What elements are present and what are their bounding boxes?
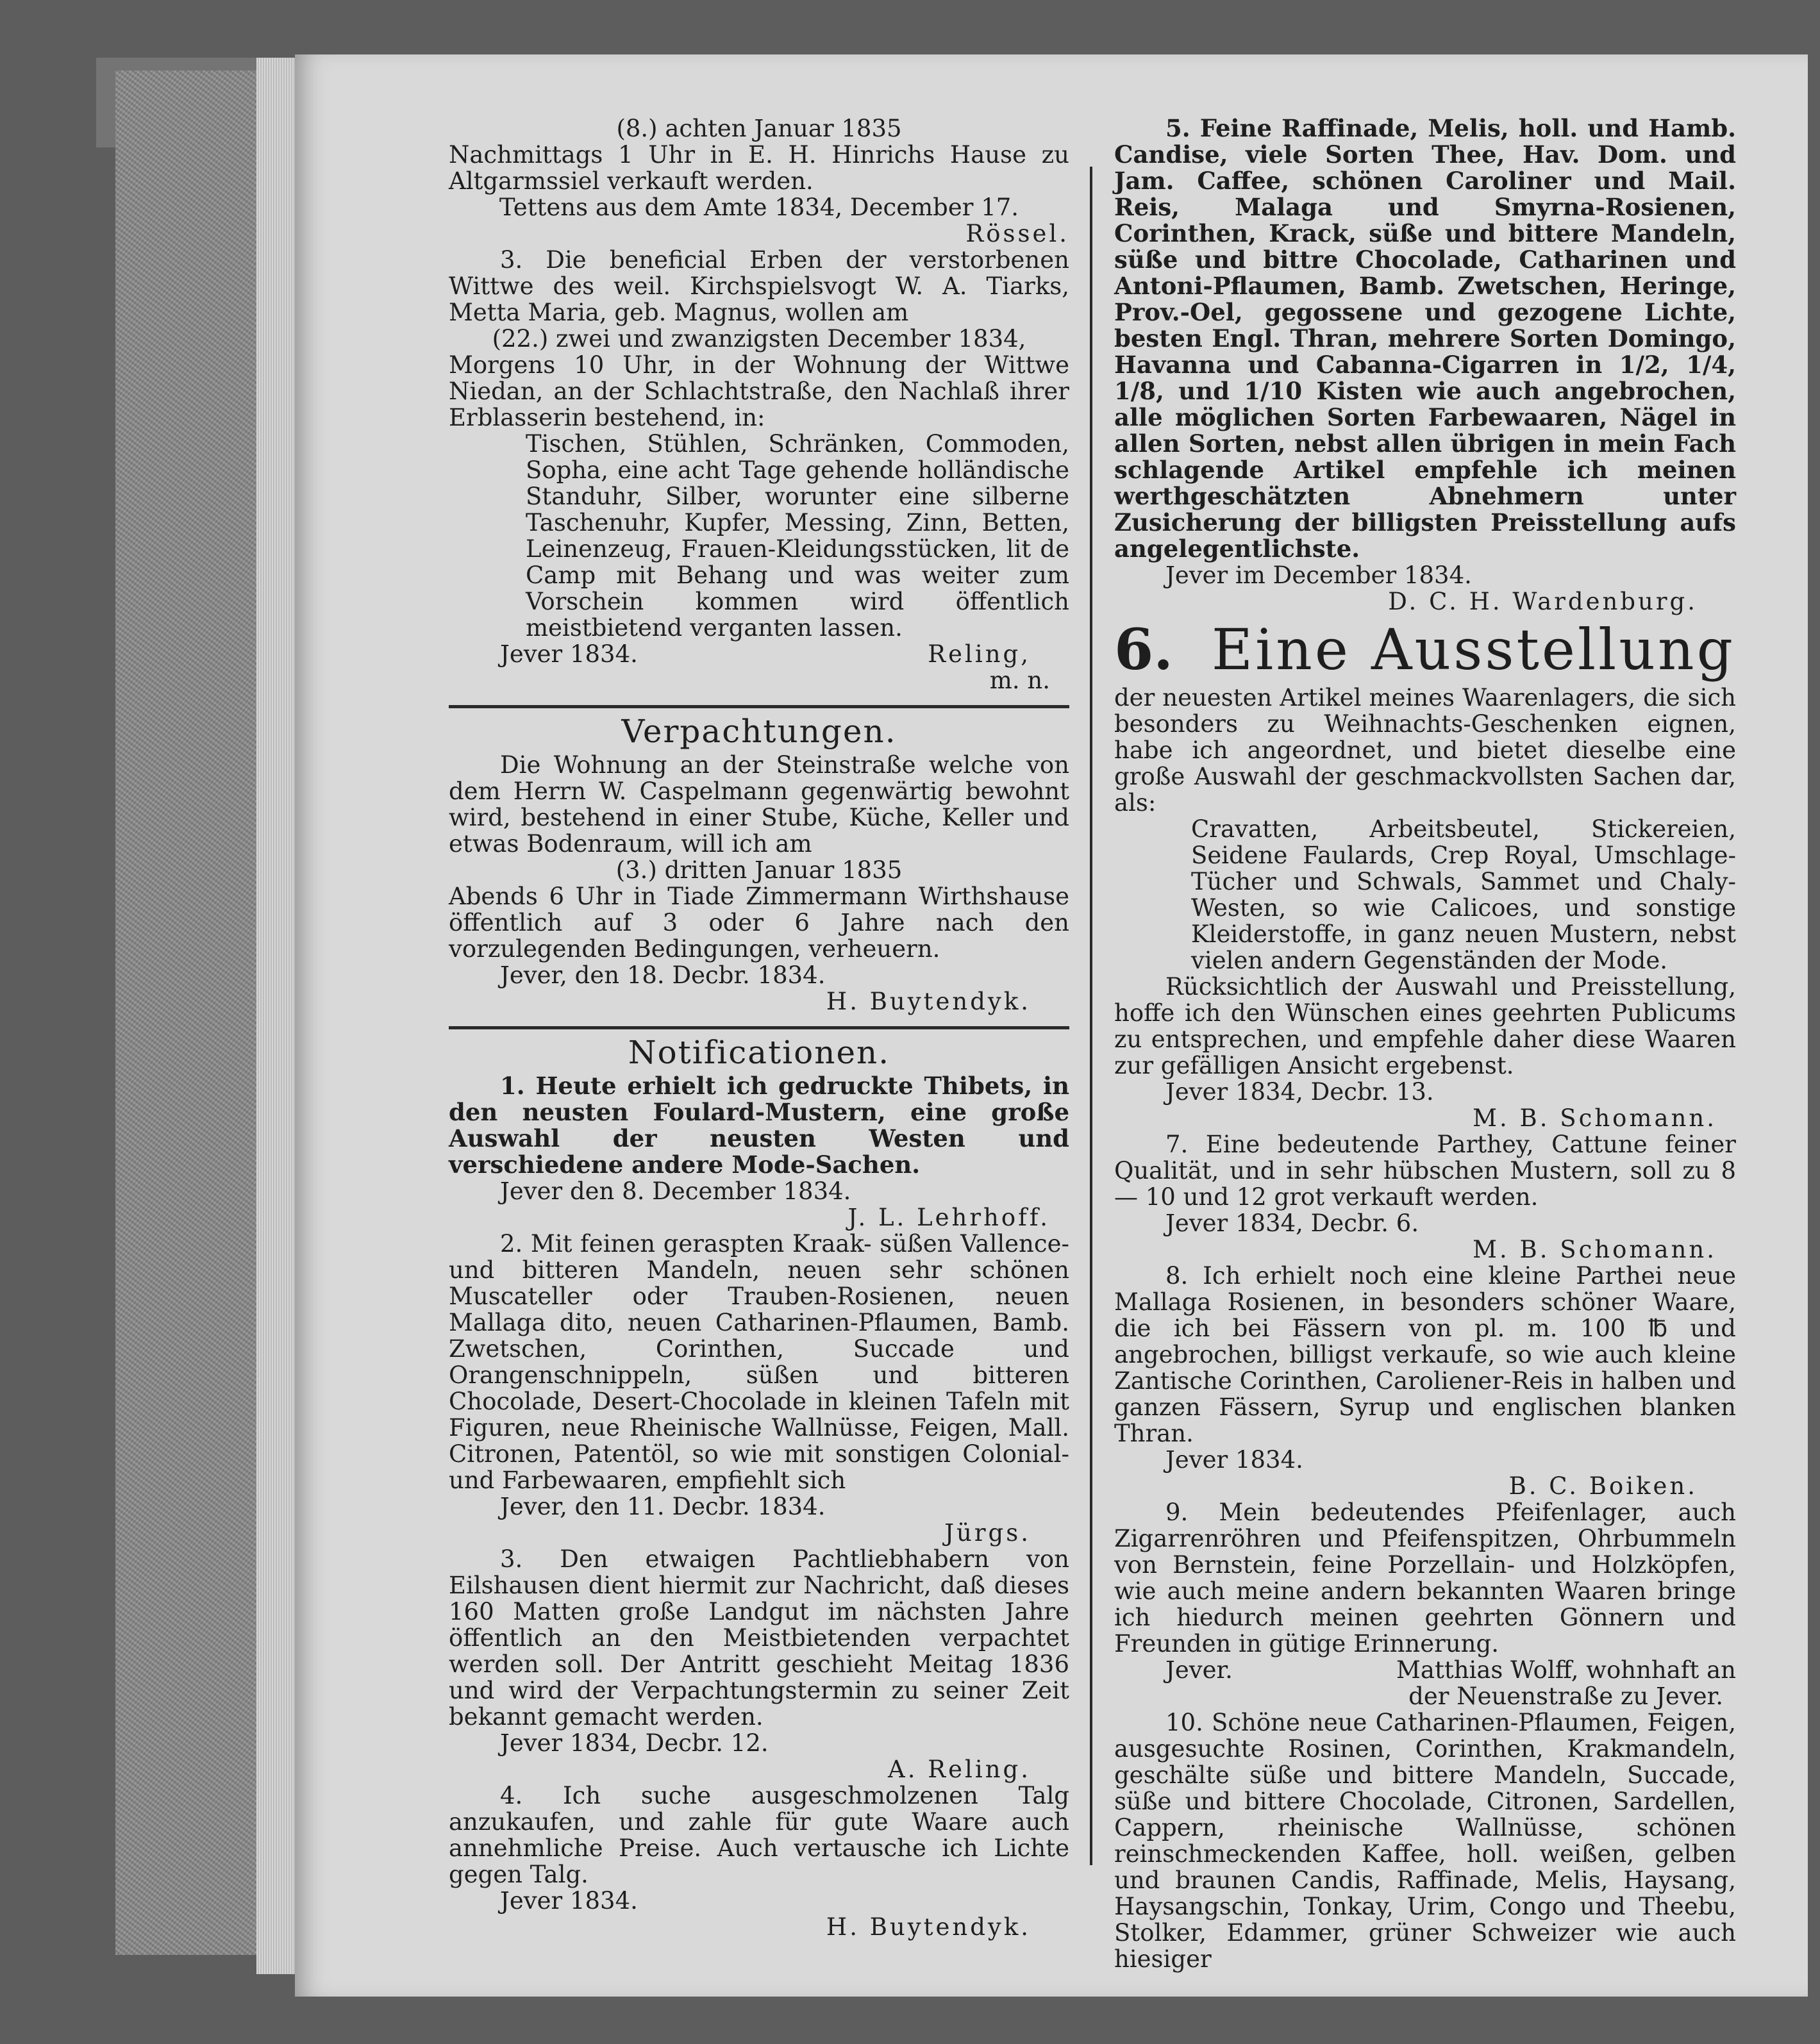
notice-item-list: Cravatten, Arbeitsbeutel, Stickereien, Seidene Faulards, Crep Royal, Umschlage-Tücher und Schwals, Sammet und Chaly-Westen, so wie Calicoes, und sonstige Kleiderstoffe, in ganz neuen Mustern, nebst vielen andern Gegenständen der Mode.: [1191, 815, 1736, 974]
notice-signature: Rössel.: [965, 220, 1069, 247]
notice-text: 1. Heute erhielt ich gedruckte Thibets, in den neusten Foulard-Mustern, eine große Auswahl der neusten Westen und verschiedene andere Mode-Sachen.: [449, 1072, 1069, 1179]
notice-text: 3. Die beneficial Erben der verstorbenen Wittwe des weil. Kirchspielsvogt W. A. Tiarks, Metta Maria, geb. Magnus, wollen am: [449, 246, 1069, 326]
notice-date: (3.) dritten Januar 1835: [615, 856, 903, 884]
notice-signature: H. Buytendyk.: [826, 1913, 1031, 1941]
notice-place-date: Jever 1834, Decbr. 6.: [1165, 1209, 1419, 1237]
notice-signature: D. C. H. Wardenburg.: [1388, 588, 1698, 615]
notice-signature: Matthias Wolff, wohnhaft an: [1396, 1656, 1736, 1684]
notice-place-date: Jever den 8. December 1834.: [500, 1177, 851, 1205]
section-rule: [449, 1026, 1069, 1029]
notice-date: (8.) achten Januar 1835: [616, 115, 902, 142]
notice-text: der neuesten Artikel meines Waarenlagers, die sich besonders zu Weihnachts-Geschenken eignen, habe ich angeordnet, und bietet dieselbe eine große Auswahl der geschmackvollsten Sachen dar, als:: [1114, 684, 1736, 817]
notice-signature: Reling,: [928, 640, 1031, 668]
notice-place-date: Jever 1834, Decbr. 12.: [500, 1729, 769, 1757]
notice-signature: M. B. Schomann.: [1473, 1104, 1717, 1132]
left-column: [449, 115, 1069, 1940]
column-divider: [1090, 167, 1092, 1865]
notice-place-date: Jever, den 18. Decbr. 1834.: [500, 961, 826, 989]
notice-text: 3. Den etwaigen Pachtliebhabern von Eilshausen dient hiermit zur Nachricht, daß dieses 160 Matten große Landgut im nächsten Jahre öffentlich an den Meistbietenden verpachtet werden soll. Der Antritt geschieht Meitag 1836 und wird der Verpachtungstermin zu seiner Zeit bekannt gemacht werden.: [449, 1545, 1069, 1731]
notice-text: 4. Ich suche ausgeschmolzenen Talg anzukaufen, und zahle für gute Waare auch annehmliche Preise. Auch vertausche ich Lichte gegen Talg.: [449, 1782, 1069, 1888]
notice-text: Nachmittags 1 Uhr in E. H. Hinrichs Hause zu Altgarmssiel verkauft werden.: [449, 141, 1069, 195]
notice-text: Rücksichtlich der Auswahl und Preisstellung, hoffe ich den Wünschen eines geehrten Publicums zu entsprechen, und empfehle daher diese Waaren zur gefälligen Ansicht ergebenst.: [1114, 973, 1736, 1079]
notice-text: 2. Mit feinen geraspten Kraak- süßen Vallence- und bitteren Mandeln, neuen sehr schönen Muscateller oder Trauben-Rosienen, neuen Mallaga dito, neuen Catharinen-Pflaumen, Bamb. Zwetschen, Corinthen, Succade und Orangenschnippeln, süßen und bitteren Chocolade, Desert-Chocolade in kleinen Tafeln mit Figuren, neue Rheinische Wallnüsse, Feigen, Mall. Citronen, Patentöl, so wie mit sonstigen Colonial- und Farbewaaren, empfiehlt sich: [449, 1230, 1069, 1494]
notice-place-date: Jever, den 11. Decbr. 1834.: [500, 1493, 826, 1520]
notice-signature: Jürgs.: [944, 1519, 1031, 1547]
notice-item-list: Tischen, Stühlen, Schränken, Commoden, Sopha, eine acht Tage gehende holländische Standuhr, Silber, worunter eine silberne Taschenuhr, Kupfer, Messing, Zinn, Betten, Leinenzeug, Frauen-Kleidungsstücken, lit de Camp mit Behang und was weiter zum Vorschein kommen wird öffentlich meistbietend verganten lassen.: [526, 430, 1069, 642]
notice-text: Abends 6 Uhr in Tiade Zimmermann Wirthshause öffentlich auf 3 oder 6 Jahre nach den vorzulegenden Bedingungen, verheuern.: [449, 883, 1069, 963]
notice-signature: M. B. Schomann.: [1473, 1236, 1717, 1263]
notice-date: (22.) zwei und zwanzigsten December 1834,: [492, 325, 1026, 353]
notice-number: 6.: [1114, 616, 1173, 683]
notice-place-date: Jever im December 1834.: [1165, 561, 1472, 589]
notice-text: 7. Eine bedeutende Parthey, Cattune feiner Qualität, und in sehr hübschen Mustern, soll zu 8 — 10 und 12 grot verkauft werden.: [1114, 1131, 1736, 1211]
right-column: [1114, 115, 1736, 1972]
notice-place-date: Tettens aus dem Amte 1834, December 17.: [499, 194, 1019, 221]
notice-place-date: Jever 1834.: [500, 640, 638, 668]
section-heading: Verpachtungen.: [621, 713, 897, 750]
section-rule: [449, 705, 1069, 708]
notice-footer: [1114, 1657, 1736, 1683]
notice-signature: H. Buytendyk.: [826, 988, 1031, 1015]
notice-text: Die Wohnung an der Steinstraße welche von dem Herrn W. Caspelmann gegenwärtig bewohnt wird, bestehend in einer Stube, Küche, Keller und etwas Bodenraum, will ich am: [449, 751, 1069, 858]
notice-text: 8. Ich erhielt noch eine kleine Parthei neue Mallaga Rosienen, in besonders schöner Waare, die ich bei Fässern von pl. m. 100 ℔ und angebrochen, billigst verkaufe, so wie auch kleine Zantische Corinthen, Caroliener-Reis in halben und ganzen Fässern, Syrup und englischen blanken Thran.: [1114, 1262, 1736, 1447]
notice-headline: [1114, 616, 1736, 683]
notice-signature: J. L. Lehrhoff.: [847, 1204, 1050, 1231]
notice-text: 5. Feine Raffinade, Melis, holl. und Hamb. Candise, viele Sorten Thee, Hav. Dom. und Jam. Caffee, schönen Caroliner und Mail. Reis, Malaga und Smyrna-Rosienen, Corinthen, Krack, süße und bittere Mandeln, süße und bittre Chocolade, Catharinen und Antoni-Pflaumen, Bamb. Zwetschen, Heringe, Prov.-Oel, gegossene und gezogene Lichte, besten Engl. Thran, mehrere Sorten Domingo, Havanna und Cabanna-Cigarren in 1/2, 1/4, 1/8, und 1/10 Kisten wie auch angebrochen, alle möglichen Sorten Farbewaaren, Nägel in allen Sorten, nebst allen übrigen in mein Fach schlagende Artikel empfehle ich meinen werthgeschätzten Abnehmern unter Zusicherung der billigsten Preisstellung aufs angelegentlichste.: [1114, 114, 1736, 563]
notice-signature-suffix: m. n.: [989, 667, 1050, 694]
notice-text: 9. Mein bedeutendes Pfeifenlager, auch Zigarrenröhren und Pfeifenspitzen, Ohrbummeln von Bernstein, feine Porzellain- und Holzköpfen, wie auch meine andern bekannten Waaren bringe ich hiedurch meinen geehrten Gönnern und Freunden in gütige Erinnerung.: [1114, 1499, 1736, 1658]
notice-signature: B. C. Boiken.: [1508, 1472, 1698, 1500]
section-heading: Notificationen.: [628, 1034, 890, 1071]
notice-place-date: Jever 1834.: [500, 1887, 638, 1915]
notice-signature: A. Reling.: [888, 1756, 1031, 1783]
notice-signature-suffix: der Neuenstraße zu Jever.: [1408, 1683, 1723, 1710]
notice-footer: [449, 641, 1069, 667]
notice-text: 10. Schöne neue Catharinen-Pflaumen, Feigen, ausgesuchte Rosinen, Corinthen, Krakmandeln, geschälte süße und bittere Mandeln, Succade, süße und bittere Chocolade, Citronen, Sardellen, Cappern, rheinische Wallnüsse, schönen reinschmeckenden Kaffee, holl. weißen, gelben und braunen Candis, Raffinade, Melis, Haysang, Haysangschin, Tonkay, Urim, Congo und Theebu, Stolker, Edammer, grüner Schweizer wie auch hiesiger: [1114, 1709, 1736, 1973]
notice-place-date: Jever 1834.: [1165, 1446, 1303, 1474]
notice-text: Morgens 10 Uhr, in der Wohnung der Wittwe Niedan, an der Schlachtstraße, den Nachlaß ihrer Erblasserin bestehend, in:: [449, 351, 1069, 431]
notice-place-date: Jever 1834, Decbr. 13.: [1165, 1078, 1434, 1106]
notice-title: Eine Ausstellung: [1211, 617, 1735, 683]
notice-place-date: Jever.: [1165, 1656, 1233, 1684]
